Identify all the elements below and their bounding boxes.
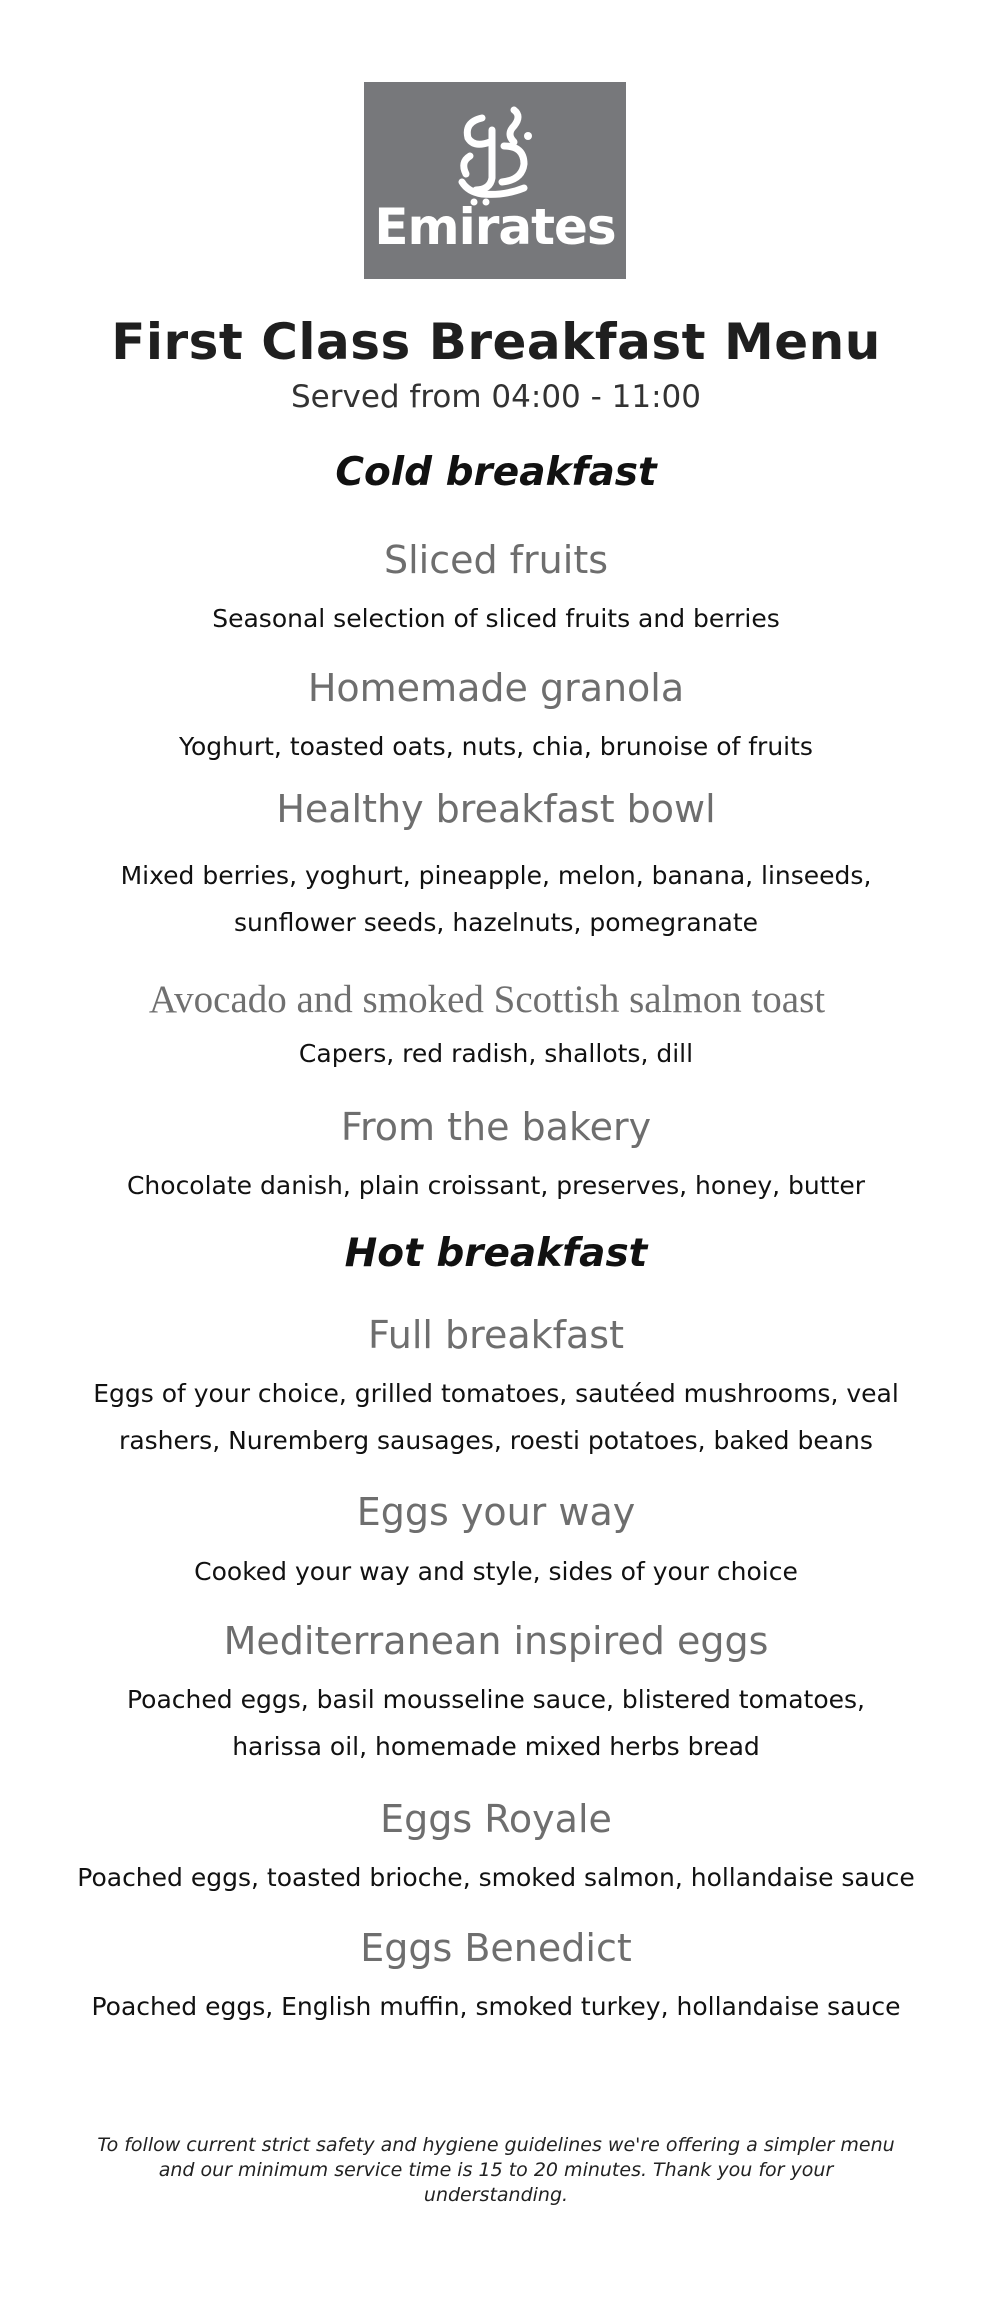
dish-description: Poached eggs, toasted brioche, smoked salmon, hollandaise sauce (77, 1863, 915, 1892)
dish-name: Eggs Royale (380, 1797, 612, 1841)
dish-description: Poached eggs, English muffin, smoked turkey, hollandaise sauce (91, 1992, 901, 2021)
dish-description: Cooked your way and style, sides of your choice (194, 1557, 798, 1586)
dish-description: Yoghurt, toasted oats, nuts, chia, brunoise of fruits (179, 732, 813, 761)
dish-description: Poached eggs, basil mousseline sauce, blistered tomatoes, harissa oil, homemade mixed herbs bread (127, 1685, 865, 1761)
dish-name: Sliced fruits (383, 538, 609, 582)
dish-name: Healthy breakfast bowl (276, 787, 716, 831)
dish-description: Capers, red radish, shallots, dill (298, 1039, 694, 1068)
dish-description: Seasonal selection of sliced fruits and berries (212, 604, 780, 633)
dish-name: Avocado and smoked Scottish salmon toast (148, 978, 826, 1021)
dish-name: Eggs Benedict (360, 1926, 632, 1970)
menu-title: First Class Breakfast Menu (111, 313, 881, 371)
emirates-logo (364, 82, 626, 279)
logo-wordmark: Emirates (374, 198, 616, 256)
service-note (0, 2133, 992, 2208)
dish-description: Chocolate danish, plain croissant, preserves, honey, butter (126, 1171, 866, 1200)
dish-name: Eggs your way (356, 1490, 636, 1534)
service-note-text: To follow current strict safety and hygiene guidelines we're offering a simpler menu and our minimum service time is 15 to 20 minutes. Thank you for your understanding. (97, 2134, 895, 2206)
dish-name: Homemade granola (307, 666, 685, 710)
section-heading-hot: Hot breakfast (344, 1231, 648, 1276)
service-hours: Served from 04:00 - 11:00 (290, 379, 701, 415)
dish-name: Mediterranean inspired eggs (223, 1619, 769, 1663)
dish-name: From the bakery (340, 1105, 652, 1149)
dish-description: Eggs of your choice, grilled tomatoes, sautéed mushrooms, veal rashers, Nuremberg sausages, roesti potatoes, baked beans (93, 1379, 899, 1455)
dish-description: Mixed berries, yoghurt, pineapple, melon, banana, linseeds, sunflower seeds, hazelnuts, pomegranate (120, 861, 872, 937)
section-heading-cold: Cold breakfast (335, 450, 657, 495)
dish-name: Full breakfast (368, 1313, 624, 1357)
